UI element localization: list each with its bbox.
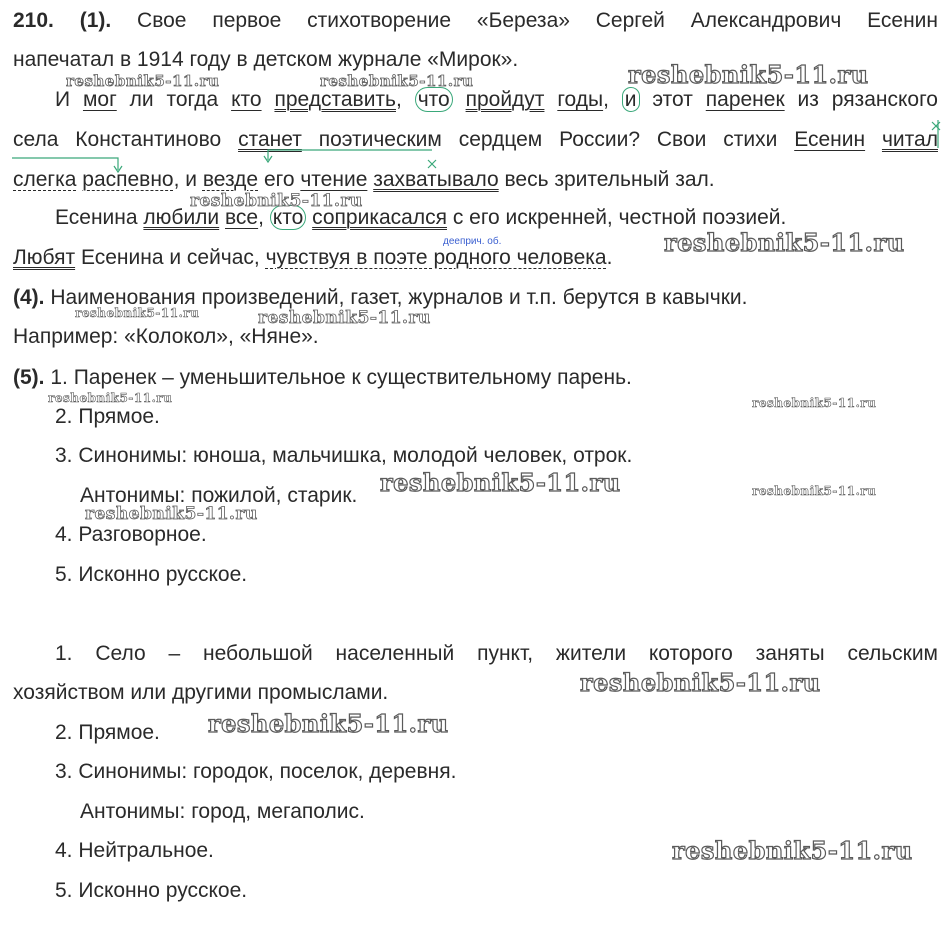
word-double-underlined: пройдут [465,88,545,111]
watermark: reshebnik5-11.ru [664,228,905,257]
text-line-17: хозяйством или другими промыслами. [13,681,389,704]
text-line-9: Например: «Колокол», «Няне». [13,325,319,348]
word: И [55,88,71,111]
word: Есенина и сейчас, [80,246,260,269]
watermark: reshebnik5-11.ru [320,72,474,90]
watermark: reshebnik5-11.ru [628,60,869,89]
word-underlined: Есенин [794,128,866,151]
word-circled: кто [270,205,307,230]
word: Есенина [55,206,138,229]
word: этот [652,88,693,111]
section-number: (4). [13,286,45,309]
punct: . [606,246,613,269]
word-double-underlined: Любят [13,246,76,269]
text-line-18: 2. Прямое. [55,721,160,744]
word-double-underlined: любили [143,206,220,229]
watermark: reshebnik5-11.ru [190,191,363,211]
word-dashed: распевно [82,168,174,191]
word-double-underlined: станет [238,128,302,151]
text-span: 1. Паренек – уменьшительное к существительному парень. [50,366,632,389]
word-circled: и [622,87,640,112]
word: ли тогда [129,88,219,111]
word-double-underlined: соприкасался [312,206,447,229]
word-dashed: везде [202,168,259,191]
word-double-underlined: захватывало [373,168,499,191]
text-line-5 [13,167,715,193]
word-double-underlined: представить [274,88,396,111]
text-line-19: 3. Синонимы: городок, поселок, деревня. [55,760,457,783]
word-underlined: паренек [705,88,785,111]
punct: , [603,88,609,111]
punct: , [258,206,264,229]
watermark: reshebnik5-11.ru [66,72,220,90]
watermark: reshebnik5-11.ru [85,504,258,524]
watermark: reshebnik5-11.ru [48,391,173,405]
word-double-underlined: читал [881,128,938,151]
text-span: Наименования произведений, газет, журналов и т.п. берутся в кавычки. [50,286,748,309]
word-underlined: годы [557,88,604,111]
text-line-2: напечатал в 1914 году в детском журнале «Мирок». [13,48,519,71]
watermark: reshebnik5-11.ru [580,668,821,697]
watermark: reshebnik5-11.ru [208,709,449,738]
punct: , и [173,168,198,191]
text-line-7 [13,245,612,271]
text-line-12: 3. Синонимы: юноша, мальчишка, молодой человек, отрок. [55,444,633,467]
text-line-20: Антонимы: город, мегаполис. [80,800,365,823]
grammar-note: дееприч. об. [443,236,502,247]
text-line-14: 4. Разговорное. [55,523,207,546]
word: поэтическим сердцем России? Свои стихи [318,128,778,151]
word: села Константиново [13,128,222,151]
watermark: reshebnik5-11.ru [380,468,621,497]
text-line-21: 4. Нейтральное. [55,839,214,862]
text-line-22: 5. Исконно русское. [55,879,248,902]
word-underlined: чтение [300,168,368,191]
watermark: reshebnik5-11.ru [258,308,431,328]
text-line-13: Антонимы: пожилой, старик. [80,484,358,507]
word-dashed: слегка [13,168,77,191]
participial-phrase: чувствуя в поэте родного человека [265,246,607,269]
text-line-4 [13,127,938,153]
text-line-15: 5. Исконно русское. [55,563,248,586]
watermark: reshebnik5-11.ru [672,836,913,865]
text-line-3 [55,87,938,113]
punct: , [395,88,402,111]
text-span: Свое первое стихотворение «Береза» Сергей Александрович Есенин [137,9,938,32]
watermark: reshebnik5-11.ru [752,396,877,410]
watermark: reshebnik5-11.ru [75,306,200,320]
word-underlined: мог [82,88,117,111]
word: из рязанского [797,88,938,111]
word: весь зрительный зал. [504,168,715,191]
text-line-10 [13,365,632,391]
exercise-number: 210. (1). [13,9,112,32]
word-circled: что [415,87,453,112]
section-number: (5). [13,366,45,389]
word: его [263,168,295,191]
arrowhead-mark [264,156,272,162]
text-line-11: 2. Прямое. [55,405,160,428]
word-underlined: кто [231,88,262,111]
word: с его искренней, честной поэзией. [452,206,787,229]
word-underlined: все [225,206,259,229]
watermark: reshebnik5-11.ru [752,484,877,498]
text-line-1 [13,8,938,34]
text-line-16: 1. Село – небольшой населенный пункт, жители которого заняты сельским [55,642,938,665]
